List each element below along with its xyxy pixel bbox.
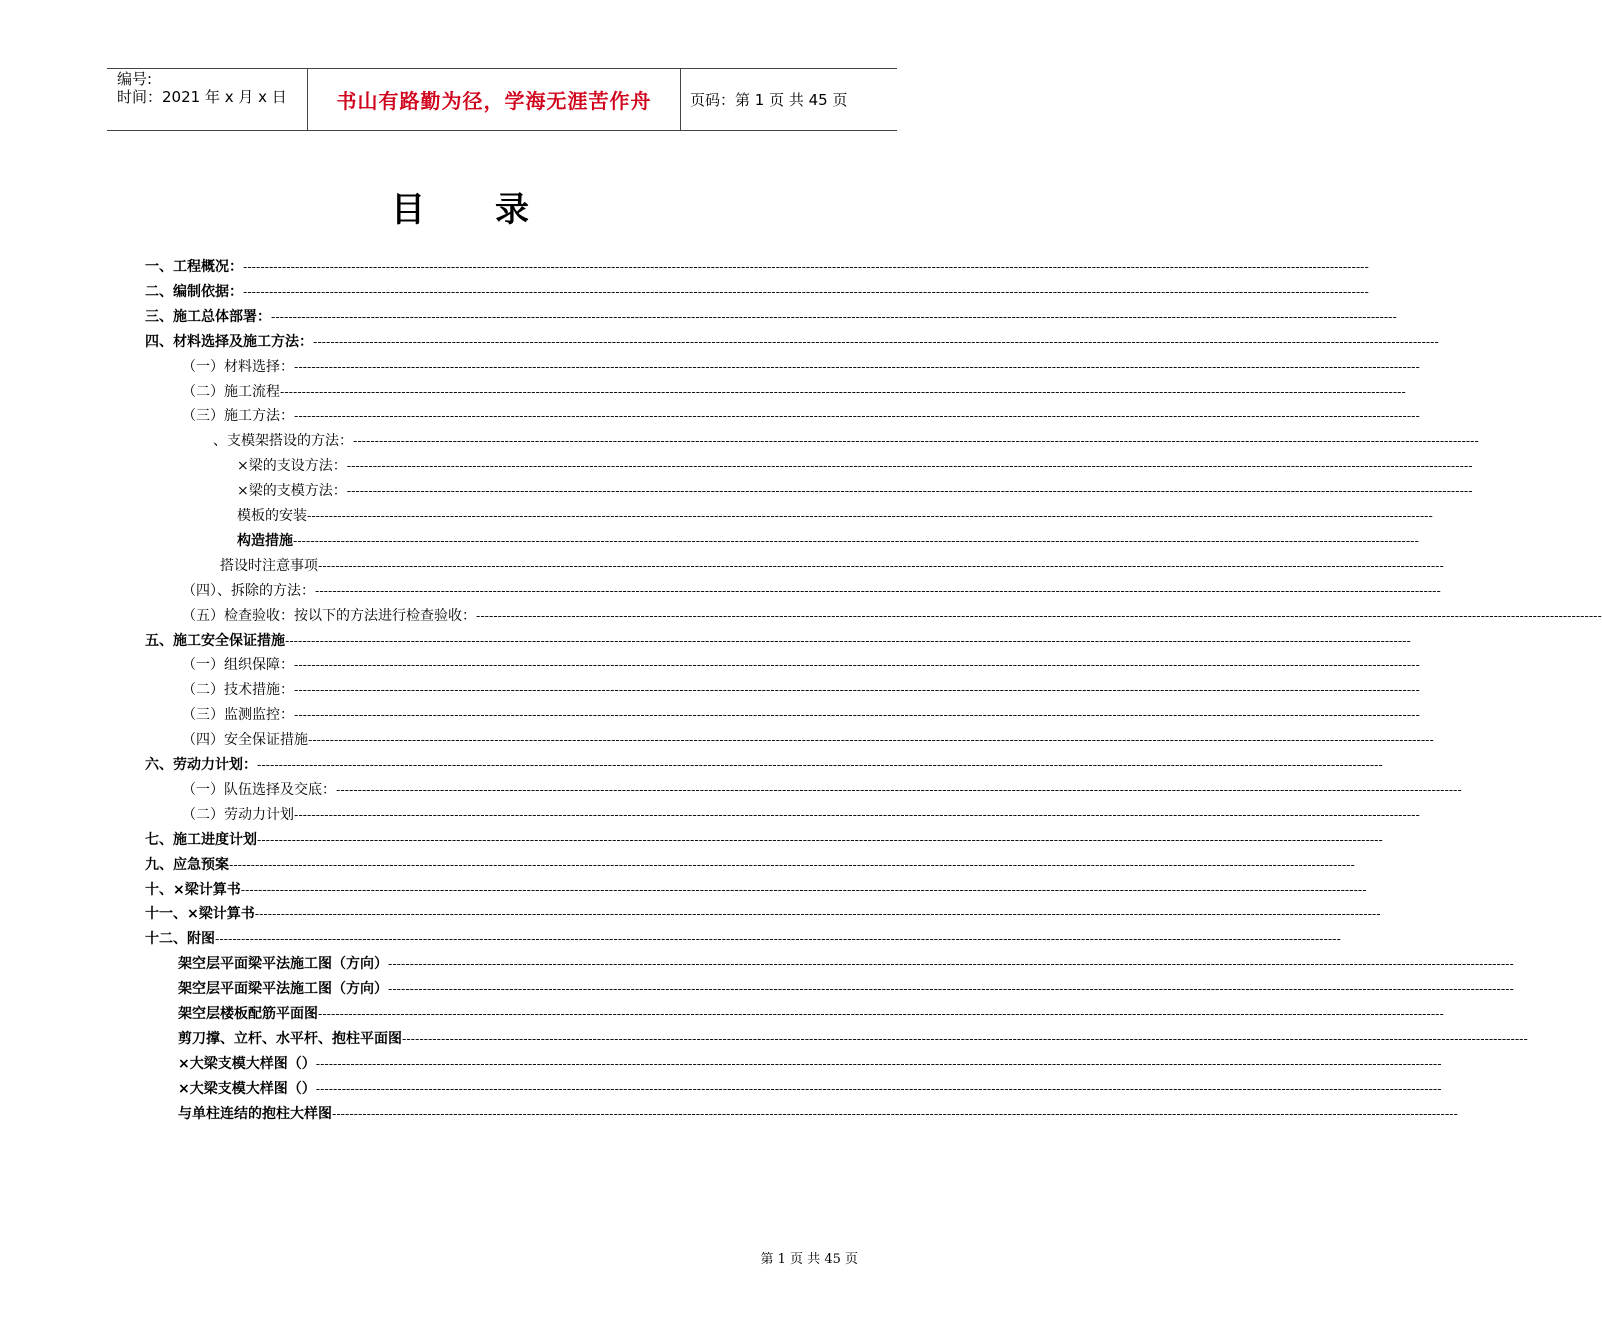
toc-entry[interactable]: [237, 455, 1473, 477]
toc-entry[interactable]: [182, 654, 1420, 676]
toc-entry[interactable]: [145, 754, 1383, 776]
toc-leader: --------------------------------------------------------------------------------------------------------------------------------------------------------------------------------------------------------------------------------------------------------------------: [318, 1007, 1444, 1021]
toc-entry-title: 模板的安装: [237, 508, 307, 524]
toc-entry[interactable]: [220, 555, 1444, 577]
toc-entry[interactable]: [145, 903, 1381, 925]
toc-entry-title: 搭设时注意事项: [220, 557, 318, 574]
toc-leader: --------------------------------------------------------------------------------------------------------------------------------------------------------------------------------------------------------------------------------------------------------------------: [388, 982, 1514, 997]
toc-entry-title: 二、编制依据：: [145, 283, 243, 300]
toc-entry[interactable]: [237, 505, 1433, 527]
toc-entry[interactable]: [145, 281, 1369, 303]
toc-leader: --------------------------------------------------------------------------------------------------------------------------------------------------------------------------------------------------------------------------------------------------------------------: [294, 708, 1420, 723]
toc-leader: --------------------------------------------------------------------------------------------------------------------------------------------------------------------------------------------------------------------------------------------------------------------: [402, 1031, 1528, 1046]
toc-leader: --------------------------------------------------------------------------------------------------------------------------------------------------------------------------------------------------------------------------------------------------------------------: [294, 807, 1420, 822]
page-header: [107, 68, 897, 131]
toc-entry-title: 七、施工进度计划: [145, 831, 257, 848]
toc-leader: --------------------------------------------------------------------------------------------------------------------------------------------------------------------------------------------------------------------------------------------------------------------: [280, 384, 1406, 399]
toc-entry[interactable]: [182, 804, 1420, 826]
header-motto: 书山有路勤为径，学海无涯苦作舟: [336, 89, 652, 113]
toc-entry-title: （四）、拆除的方法：: [182, 582, 315, 599]
toc-leader: --------------------------------------------------------------------------------------------------------------------------------------------------------------------------------------------------------------------------------------------------------------------: [346, 459, 1473, 474]
toc-entry[interactable]: [178, 1003, 1444, 1025]
toc-entry[interactable]: [178, 1028, 1528, 1050]
toc-entry[interactable]: [178, 1103, 1458, 1125]
toc-entry-title: 、支模架搭设的方法：: [213, 433, 353, 450]
toc-entry-title: 构造措施: [237, 532, 293, 549]
toc-entry-title: （一）组织保障：: [182, 657, 294, 674]
toc-entry[interactable]: [178, 953, 1514, 975]
toc-leader: --------------------------------------------------------------------------------------------------------------------------------------------------------------------------------------------------------------------------------------------------------------------: [308, 733, 1434, 748]
toc-entry-title: 九、应急预案: [145, 856, 229, 873]
toc-entry-title: 架空层平面梁平法施工图（方向）: [178, 956, 388, 973]
header-meta: [117, 69, 307, 130]
toc-entry[interactable]: [182, 405, 1420, 427]
toc-entry-title: （二）技术措施：: [182, 682, 294, 699]
toc-leader: --------------------------------------------------------------------------------------------------------------------------------------------------------------------------------------------------------------------------------------------------------------------: [476, 608, 1602, 623]
toc-entry-title: 六、劳动力计划：: [145, 757, 257, 773]
toc-entry[interactable]: [145, 829, 1383, 851]
toc-entry-title: 剪刀撑、立杆、水平杆、抱柱平面图: [178, 1030, 402, 1047]
toc-entry-title: （二）劳动力计划: [182, 806, 294, 823]
toc-entry[interactable]: [145, 256, 1369, 278]
toc-entry[interactable]: [182, 704, 1420, 726]
toc-entry[interactable]: [182, 729, 1434, 751]
toc-leader: --------------------------------------------------------------------------------------------------------------------------------------------------------------------------------------------------------------------------------------------------------------------: [285, 633, 1411, 648]
toc-leader: --------------------------------------------------------------------------------------------------------------------------------------------------------------------------------------------------------------------------------------------------------------------: [254, 907, 1381, 922]
toc-entry[interactable]: [213, 430, 1479, 452]
toc-entry-title: ×梁的支设方法：: [237, 458, 347, 475]
toc-entry-title: （四）安全保证措施: [182, 732, 308, 749]
toc-leader: --------------------------------------------------------------------------------------------------------------------------------------------------------------------------------------------------------------------------------------------------------------------: [294, 658, 1420, 673]
toc-entry[interactable]: [145, 630, 1411, 652]
toc-entry[interactable]: [182, 605, 1602, 627]
toc-leader: --------------------------------------------------------------------------------------------------------------------------------------------------------------------------------------------------------------------------------------------------------------------: [346, 484, 1473, 499]
toc-entry[interactable]: [145, 854, 1355, 876]
toc-entry-title: ×大梁支模大样图（）: [178, 1080, 316, 1097]
toc-entry-title: 十、×梁计算书: [145, 881, 241, 898]
toc-entry-title: 与单柱连结的抱柱大样图: [178, 1105, 332, 1122]
toc-entry[interactable]: [237, 530, 1419, 552]
toc-entry-title: （五）检查验收：按以下的方法进行检查验收：: [182, 607, 476, 624]
toc-entry[interactable]: [145, 879, 1367, 901]
page-title: 目录: [391, 190, 599, 230]
toc-leader: --------------------------------------------------------------------------------------------------------------------------------------------------------------------------------------------------------------------------------------------------------------------: [315, 1056, 1442, 1071]
toc-entry[interactable]: [145, 306, 1397, 328]
toc-entry[interactable]: [178, 978, 1514, 1000]
toc-entry-title: （三）监测监控：: [182, 707, 294, 724]
toc-leader: --------------------------------------------------------------------------------------------------------------------------------------------------------------------------------------------------------------------------------------------------------------------: [229, 857, 1355, 872]
toc-entry-title: （三）施工方法：: [182, 408, 294, 425]
toc-entry-title: 五、施工安全保证措施: [145, 632, 285, 649]
toc-entry-title: ×大梁支模大样图（）: [178, 1055, 316, 1072]
toc-leader: --------------------------------------------------------------------------------------------------------------------------------------------------------------------------------------------------------------------------------------------------------------------: [313, 334, 1439, 349]
toc-leader: --------------------------------------------------------------------------------------------------------------------------------------------------------------------------------------------------------------------------------------------------------------------: [332, 1106, 1458, 1121]
toc-leader: --------------------------------------------------------------------------------------------------------------------------------------------------------------------------------------------------------------------------------------------------------------------: [257, 832, 1383, 847]
page-footer: 第 1 页 共 45 页: [760, 1252, 858, 1267]
toc-leader: --------------------------------------------------------------------------------------------------------------------------------------------------------------------------------------------------------------------------------------------------------------------: [271, 309, 1397, 324]
header-divider: [680, 69, 681, 130]
toc-entry-title: （二）施工流程: [182, 383, 280, 400]
toc-entry-title: （一）队伍选择及交底：: [182, 781, 336, 798]
toc-leader: --------------------------------------------------------------------------------------------------------------------------------------------------------------------------------------------------------------------------------------------------------------------: [243, 260, 1369, 274]
toc-entry[interactable]: [182, 381, 1406, 403]
toc-entry-title: 三、施工总体部署：: [145, 308, 271, 325]
toc-leader: --------------------------------------------------------------------------------------------------------------------------------------------------------------------------------------------------------------------------------------------------------------------: [293, 533, 1419, 548]
toc-leader: --------------------------------------------------------------------------------------------------------------------------------------------------------------------------------------------------------------------------------------------------------------------: [307, 509, 1433, 523]
toc-leader: --------------------------------------------------------------------------------------------------------------------------------------------------------------------------------------------------------------------------------------------------------------------: [388, 957, 1514, 972]
toc-entry[interactable]: [178, 1053, 1442, 1075]
toc-entry[interactable]: [182, 580, 1441, 602]
toc-leader: --------------------------------------------------------------------------------------------------------------------------------------------------------------------------------------------------------------------------------------------------------------------: [294, 409, 1420, 424]
toc-leader: --------------------------------------------------------------------------------------------------------------------------------------------------------------------------------------------------------------------------------------------------------------------: [294, 683, 1420, 698]
toc-entry[interactable]: [178, 1078, 1442, 1100]
toc-entry-title: 四、材料选择及施工方法：: [145, 333, 313, 350]
code-label: 编号:: [117, 70, 153, 88]
toc-leader: --------------------------------------------------------------------------------------------------------------------------------------------------------------------------------------------------------------------------------------------------------------------: [243, 284, 1369, 299]
toc-entry-title: 一、工程概况：: [145, 259, 243, 275]
toc-leader: --------------------------------------------------------------------------------------------------------------------------------------------------------------------------------------------------------------------------------------------------------------------: [318, 558, 1444, 573]
toc-entry-title: 架空层楼板配筋平面图: [178, 1006, 318, 1022]
toc-entry-title: ×梁的支模方法：: [237, 483, 347, 500]
date-label: 时间：2021 年 x 月 x 日: [117, 88, 287, 106]
toc-entry[interactable]: [237, 480, 1473, 502]
toc-leader: --------------------------------------------------------------------------------------------------------------------------------------------------------------------------------------------------------------------------------------------------------------------: [315, 583, 1441, 598]
toc-entry[interactable]: [145, 928, 1341, 950]
toc-leader: --------------------------------------------------------------------------------------------------------------------------------------------------------------------------------------------------------------------------------------------------------------------: [215, 932, 1341, 947]
toc-entry-title: 十一、×梁计算书: [145, 906, 255, 923]
toc-leader: --------------------------------------------------------------------------------------------------------------------------------------------------------------------------------------------------------------------------------------------------------------------: [294, 359, 1420, 374]
toc-entry-title: 架空层平面梁平法施工图（方向）: [178, 981, 388, 998]
toc-entry[interactable]: [182, 356, 1420, 378]
toc-leader: --------------------------------------------------------------------------------------------------------------------------------------------------------------------------------------------------------------------------------------------------------------------: [315, 1081, 1442, 1096]
toc-entry[interactable]: [182, 679, 1420, 701]
toc-entry[interactable]: [145, 331, 1439, 353]
header-page-info: 页码：第 1 页 共 45 页: [690, 91, 848, 109]
toc-leader: --------------------------------------------------------------------------------------------------------------------------------------------------------------------------------------------------------------------------------------------------------------------: [257, 758, 1383, 772]
toc-leader: --------------------------------------------------------------------------------------------------------------------------------------------------------------------------------------------------------------------------------------------------------------------: [240, 882, 1367, 897]
toc-leader: --------------------------------------------------------------------------------------------------------------------------------------------------------------------------------------------------------------------------------------------------------------------: [353, 434, 1479, 449]
toc-leader: --------------------------------------------------------------------------------------------------------------------------------------------------------------------------------------------------------------------------------------------------------------------: [336, 782, 1462, 797]
toc-entry-title: （一）材料选择：: [182, 358, 294, 375]
toc-entry[interactable]: [182, 779, 1462, 801]
toc-entry-title: 十二、附图: [145, 931, 215, 948]
